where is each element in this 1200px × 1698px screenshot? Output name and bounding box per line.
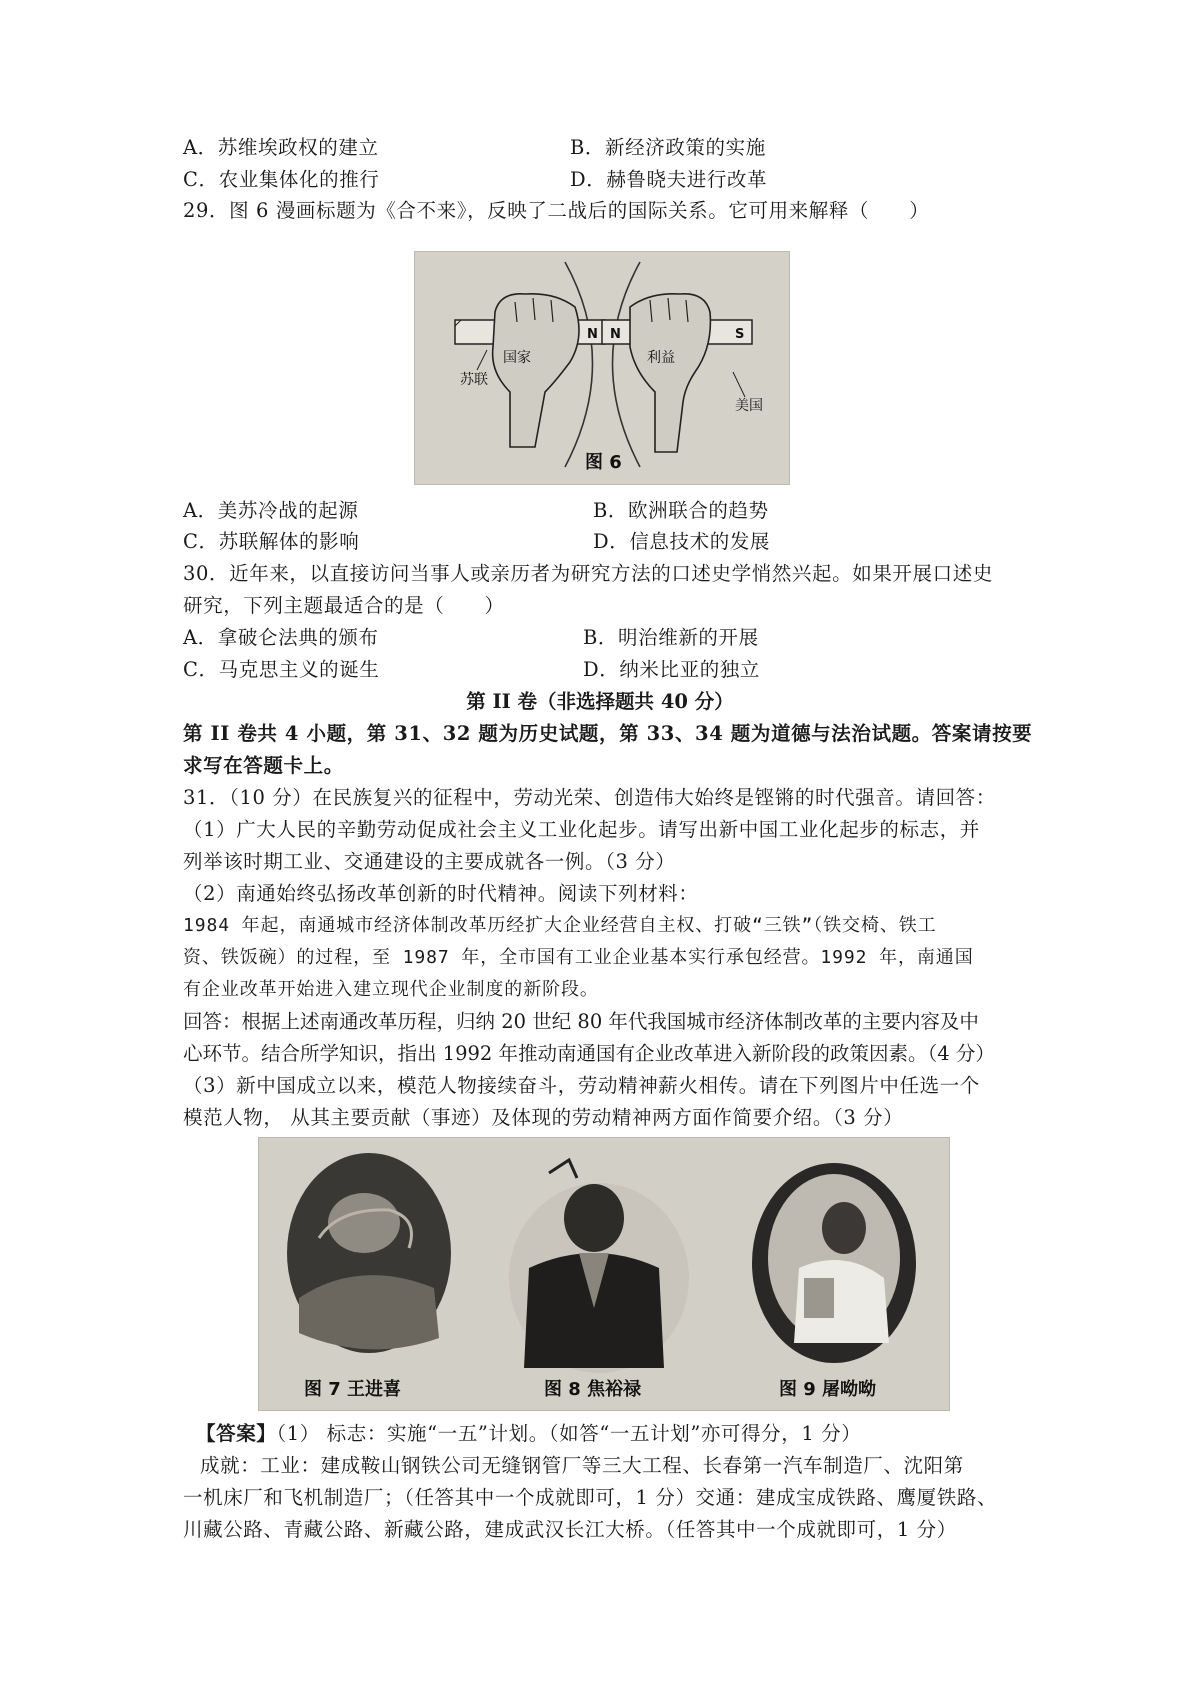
q29-stem: 29．图 6 漫画标题为《合不来》，反映了二战后的国际关系。它可用来解释（ ）	[183, 199, 930, 222]
q30-stem-line2: 研究，下列主题最适合的是（ ）	[183, 594, 505, 617]
label-ussr: 苏联	[460, 372, 488, 388]
caption-fig8: 图 8 焦裕禄	[544, 1379, 642, 1400]
q28-option-a: A．苏维埃政权的建立	[183, 136, 379, 159]
magnet-n-right: N	[610, 327, 621, 342]
q31-material-line3: 有企业改革开始进入建立现代企业制度的新阶段。	[183, 979, 599, 1000]
q29-option-d: D．信息技术的发展	[593, 530, 771, 553]
q29-option-b: B．欧洲联合的趋势	[593, 499, 769, 522]
caption-fig9: 图 9 屠呦呦	[779, 1379, 877, 1400]
q31-part1-line2: 列举该时期工业、交通建设的主要成就各一例。（3 分）	[183, 850, 676, 873]
q31-stem: 31．（10 分）在民族复兴的征程中，劳动光荣、创造伟大始终是铿锵的时代强音。请回答：	[183, 786, 996, 809]
q28-option-c: C．农业集体化的推行	[183, 168, 380, 191]
answer-line1	[196, 1420, 861, 1448]
q30-option-a: A．拿破仑法典的颁布	[183, 626, 379, 649]
answer-line2: 成就：工业：建成鞍山钢铁公司无缝钢管厂等三大工程、长春第一汽车制造厂、沈阳第	[200, 1454, 964, 1477]
q30-option-d: D．纳米比亚的独立	[583, 658, 761, 681]
q31-material-line1: 1984 年起，南通城市经济体制改革历经扩大企业经营自主权、打破“三铁”（铁交椅、铁工	[183, 915, 937, 936]
caption-fig7: 图 7 王进喜	[304, 1379, 402, 1400]
q28-option-b: B．新经济政策的实施	[570, 136, 766, 159]
q31-part3-line2: 模范人物， 从其主要贡献（事迹）及体现的劳动精神两方面作简要介绍。（3 分）	[183, 1106, 904, 1129]
answer-line3: 一机床厂和飞机制造厂；（任答其中一个成就即可，1 分）交通：建成宝成铁路、鹰厦铁路、	[183, 1486, 998, 1509]
answer-line4: 川藏公路、青藏公路、新藏公路，建成武汉长江大桥。（任答其中一个成就即可，1 分）	[183, 1518, 957, 1541]
answer-tag: 【答案】	[196, 1422, 277, 1445]
photos-svg	[259, 1138, 949, 1410]
figure-6-cartoon	[414, 251, 790, 485]
magnet-fists-illustration	[415, 252, 789, 484]
magnet-n-left: N	[587, 327, 598, 342]
photo-wang-jinxi	[287, 1153, 451, 1353]
q30-option-c: C．马克思主义的诞生	[183, 658, 380, 681]
q31-answer-question-line2: 心环节。结合所学知识，指出 1992 年推动南通国有企业改革进入新阶段的政策因素。（4 分）	[183, 1042, 995, 1065]
q31-part2-line1: （2）南通始终弘扬改革创新的时代精神。阅读下列材料：	[183, 882, 699, 905]
q29-option-a: A．美苏冷战的起源	[183, 499, 359, 522]
q31-part1-line1: （1）广大人民的辛勤劳动促成社会主义工业化起步。请写出新中国工业化起步的标志，并	[183, 818, 980, 841]
model-workers-photos	[258, 1137, 950, 1411]
section-2-desc-line2: 求写在答题卡上。	[183, 754, 344, 777]
label-left-fist: 国家	[503, 350, 531, 366]
section-2-desc-line1: 第 II 卷共 4 小题，第 31、32 题为历史试题，第 33、34 题为道德与法治试题。答案请按要	[183, 722, 1033, 745]
figure-6-caption: 图 6	[585, 452, 622, 473]
q30-option-b: B．明治维新的开展	[583, 626, 759, 649]
q31-material-line2: 资、铁饭碗）的过程，至 1987 年，全市国有工业企业基本实行承包经营。1992 年，南通国	[183, 947, 974, 968]
photo-tu-youyou	[752, 1163, 916, 1363]
q31-part3-line1: （3）新中国成立以来，模范人物接续奋斗，劳动精神薪火相传。请在下列图片中任选一个	[183, 1074, 980, 1097]
q29-option-c: C．苏联解体的影响	[183, 530, 360, 553]
q31-answer-question-line1: 回答：根据上述南通改革历程，归纳 20 世纪 80 年代我国城市经济体制改革的主要内容及中	[183, 1010, 979, 1033]
q28-option-d: D．赫鲁晓夫进行改革	[570, 168, 768, 191]
answer-line1-text: （1） 标志：实施“一五”计划。（如答“一五计划”亦可得分，1 分）	[276, 1422, 862, 1445]
label-right-fist: 利益	[647, 350, 675, 366]
magnet-s-right: S	[735, 327, 745, 342]
section-2-title: 第 II 卷（非选择题共 40 分）	[466, 690, 734, 713]
q30-stem-line1: 30．近年来，以直接访问当事人或亲历者为研究方法的口述史学悄然兴起。如果开展口述史	[183, 562, 993, 585]
label-usa: 美国	[735, 398, 763, 414]
